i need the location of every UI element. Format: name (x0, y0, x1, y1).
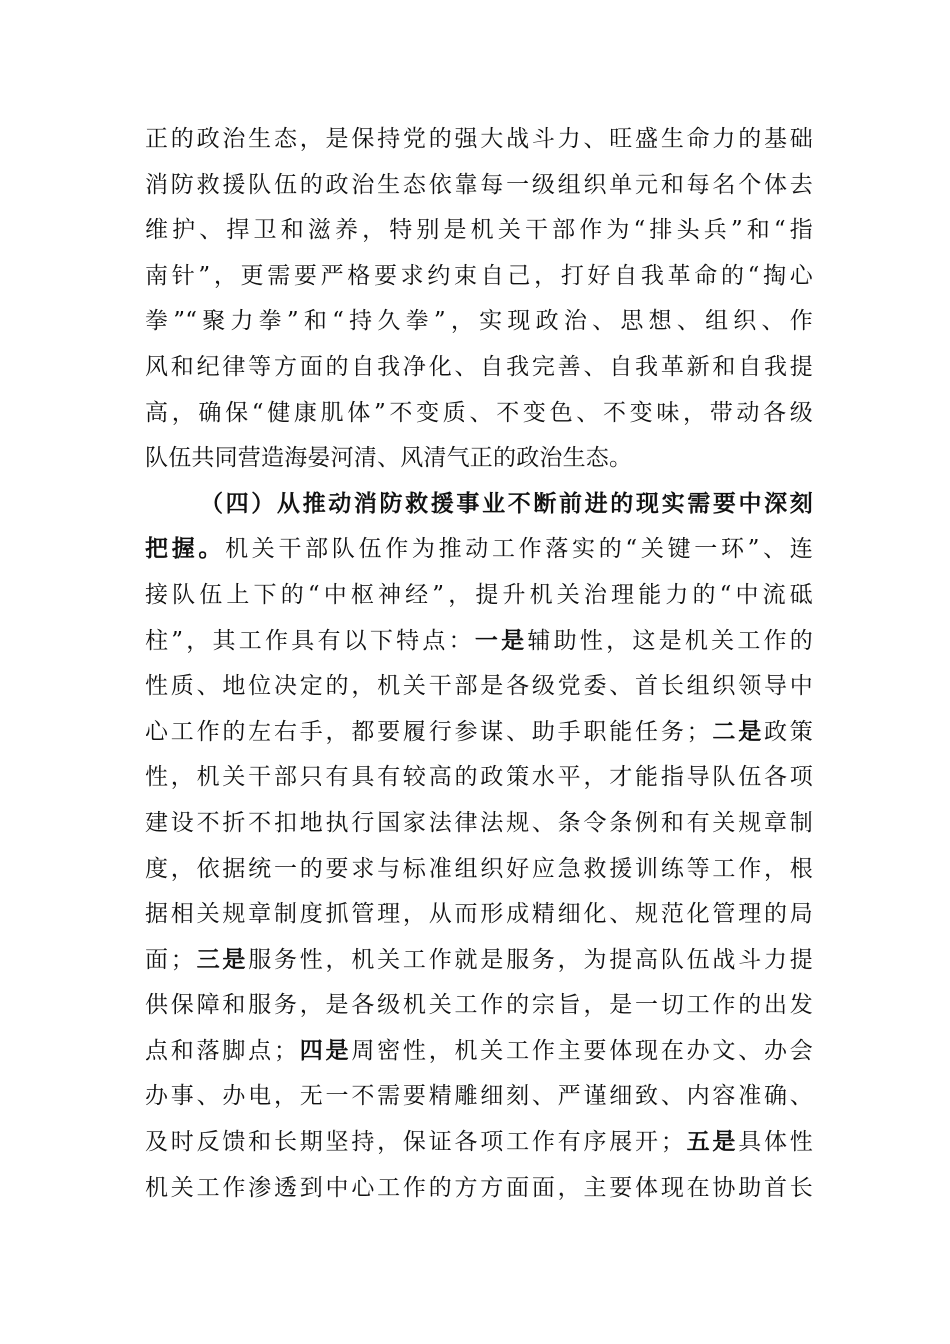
paragraph-text: 政策 (764, 718, 814, 745)
paragraph-line: 风和纪律等方面的自我净化、自我完善、自我革新和自我提 (145, 353, 813, 380)
paragraph-line: 维护、捍卫和滋养，特别是机关干部作为“排头兵”和“指 (145, 217, 813, 244)
paragraph-line: 供保障和服务，是各级机关工作的宗旨，是一切工作的出发 (145, 992, 813, 1019)
paragraph-text: 具体性 (738, 1129, 814, 1156)
paragraph-line (145, 1029, 813, 1075)
paragraph-line: 机关工作渗透到中心工作的方方面面，主要体现在协助首长 (145, 1174, 813, 1201)
paragraph-line (145, 527, 813, 573)
paragraph-line: 据相关规章制度抓管理，从而形成精细化、规范化管理的局 (145, 901, 813, 928)
paragraph-line (145, 619, 813, 665)
paragraph-line (145, 1120, 813, 1166)
paragraph-text: 及时反馈和长期坚持，保证各项工作有序展开； (145, 1129, 685, 1156)
paragraph-line (145, 710, 813, 756)
paragraph-line (145, 938, 813, 984)
point-label: 四是 (297, 1037, 352, 1064)
point-label: 一是 (474, 627, 528, 654)
paragraph-text: 心工作的左右手，都要履行参谋、助手职能任务； (145, 718, 710, 745)
paragraph-text: 柱”，其工作具有以下特点： (145, 627, 475, 654)
paragraph-text: 服务性，机关工作就是服务，为提高队伍战斗力提 (248, 946, 814, 973)
paragraph-text: 周密性，机关工作主要体现在办文、办会 (351, 1037, 813, 1064)
paragraph-text: 点和落脚点； (145, 1037, 298, 1064)
paragraph-text: 辅助性，这是机关工作的 (527, 627, 814, 654)
point-label: 三是 (194, 946, 249, 973)
document-page (145, 117, 813, 1211)
paragraph-line: 队伍共同营造海晏河清、风清气正的政治生态。 (145, 445, 633, 472)
section-heading-text: 把握。 (145, 536, 226, 563)
section-heading-text: （四）从推动消防救援事业不断前进的现实需要中深刻 (200, 490, 813, 517)
paragraph-line: 建设不折不扣地执行国家法律法规、条令条例和有关规章制 (145, 809, 813, 836)
paragraph-text: 机关干部队伍作为推动工作落实的“关键一环”、连 (225, 536, 813, 563)
point-label: 五是 (684, 1129, 739, 1156)
paragraph-line: 性质、地位决定的，机关干部是各级党委、首长组织领导中 (145, 673, 813, 700)
point-label: 二是 (709, 718, 765, 745)
paragraph-line: 度，依据统一的要求与标准组织好应急救援训练等工作，根 (145, 855, 813, 882)
paragraph-line: 正的政治生态，是保持党的强大战斗力、旺盛生命力的基础 (145, 126, 813, 152)
paragraph-line: 消防救援队伍的政治生态依靠每一级组织单元和每名个体去 (145, 171, 813, 198)
section-heading-line (145, 482, 813, 528)
paragraph-text: 面； (145, 946, 194, 973)
paragraph-line: 南针”，更需要严格要求约束自己，打好自我革命的“掏心 (145, 262, 813, 289)
paragraph-line: 高，确保“健康肌体”不变质、不变色、不变味，带动各级 (145, 399, 813, 426)
paragraph-line: 性，机关干部只有具有较高的政策水平，才能指导队伍各项 (145, 764, 813, 791)
paragraph-line: 拳”“聚力拳”和“持久拳”，实现政治、思想、组织、作 (145, 308, 813, 335)
paragraph-line: 办事、办电，无一不需要精雕细刻、严谨细致、内容准确、 (145, 1083, 813, 1110)
paragraph-line: 接队伍上下的“中枢神经”，提升机关治理能力的“中流砥 (145, 581, 813, 608)
